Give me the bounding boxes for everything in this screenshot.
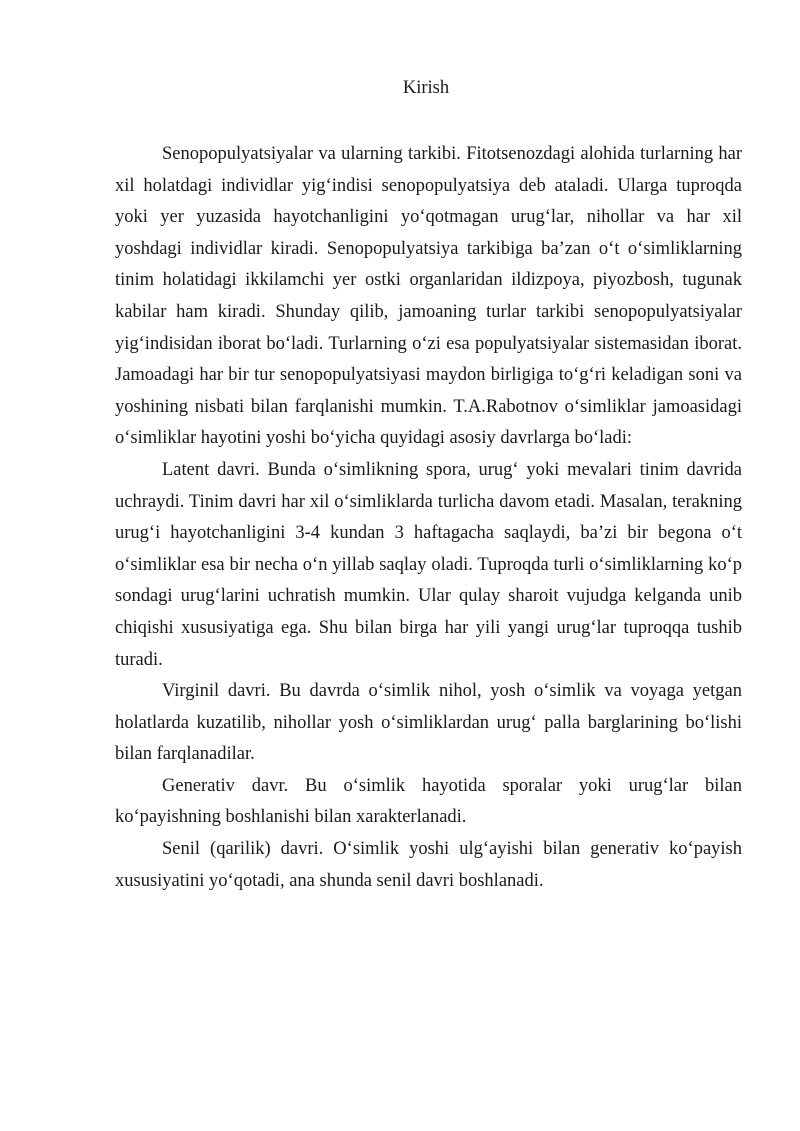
paragraph-senil-davri: Senil (qarilik) davri. O‘simlik yoshi ulg‘ayishi bilan generativ ko‘payish xususiyatini yo‘qotadi, ana shunda senil davri boshlanadi. xyxy=(115,839,742,891)
document-body xyxy=(115,139,742,897)
paragraph-virginil-davri: Virginil davri. Bu davrda o‘simlik nihol, yosh o‘simlik va voyaga yetgan holatlarda kuzatilib, nihollar yosh o‘simliklardan urug‘ palla barglarining bo‘lishi bilan farqlanadilar. xyxy=(115,681,742,765)
paragraph-senopopulyatsiyalar: Senopopulyatsiyalar va ularning tarkibi. Fitotsenozdagi alohida turlarning har xil holatdagi individlar yig‘indisi senopopulyatsiya deb ataladi. Ularga tuproqda yoki yer yuzasida hayotchanligini yo‘qotmagan urug‘lar, nihollar va har xil yoshdagi individlar kiradi. Senopopulyatsiya tarkibiga ba’zan o‘t o‘simliklarning tinim holatidagi ikkilamchi yer ostki organlaridan ildizpoya, piyozbosh, tugunak kabilar ham kiradi. Shunday qilib, jamoaning turlar tarkibi senopopulyatsiyalar yig‘indisidan iborat bo‘ladi. Turlarning o‘zi esa populyatsiyalar sistemasidan iborat. Jamoadagi har bir tur senopopulyatsiyasi maydon birligiga to‘g‘ri keladigan soni va yoshining nisbati bilan farqlanishi mumkin. T.A.Rabotnov o‘simliklar jamoasidagi o‘simliklar hayotini yoshi bo‘yicha quyidagi asosiy davrlarga bo‘ladi: xyxy=(115,144,742,449)
paragraph-latent-davri: Latent davri. Bunda o‘simlikning spora, urug‘ yoki mevalari tinim davrida uchraydi. Tinim davri har xil o‘simliklarda turlicha davom etadi. Masalan, terakning urug‘i hayotchanligini 3-4 kundan 3 haftagacha saqlaydi, ba’zi bir begona o‘t o‘simliklar esa bir necha o‘n yillab saqlay oladi. Tuproqda turli o‘simliklarning ko‘p sondagi urug‘larini uchratish mumkin. Ular qulay sharoit vujudga kelganda unib chiqishi xususiyatiga ega. Shu bilan birga har yili yangi urug‘lar tuproqqa tushib turadi. xyxy=(115,459,742,670)
page-title: Kirish xyxy=(402,78,450,98)
paragraph-generativ-davr: Generativ davr. Bu o‘simlik hayotida sporalar yoki urug‘lar bilan ko‘payishning boshlanishi bilan xarakterlanadi. xyxy=(115,775,742,828)
